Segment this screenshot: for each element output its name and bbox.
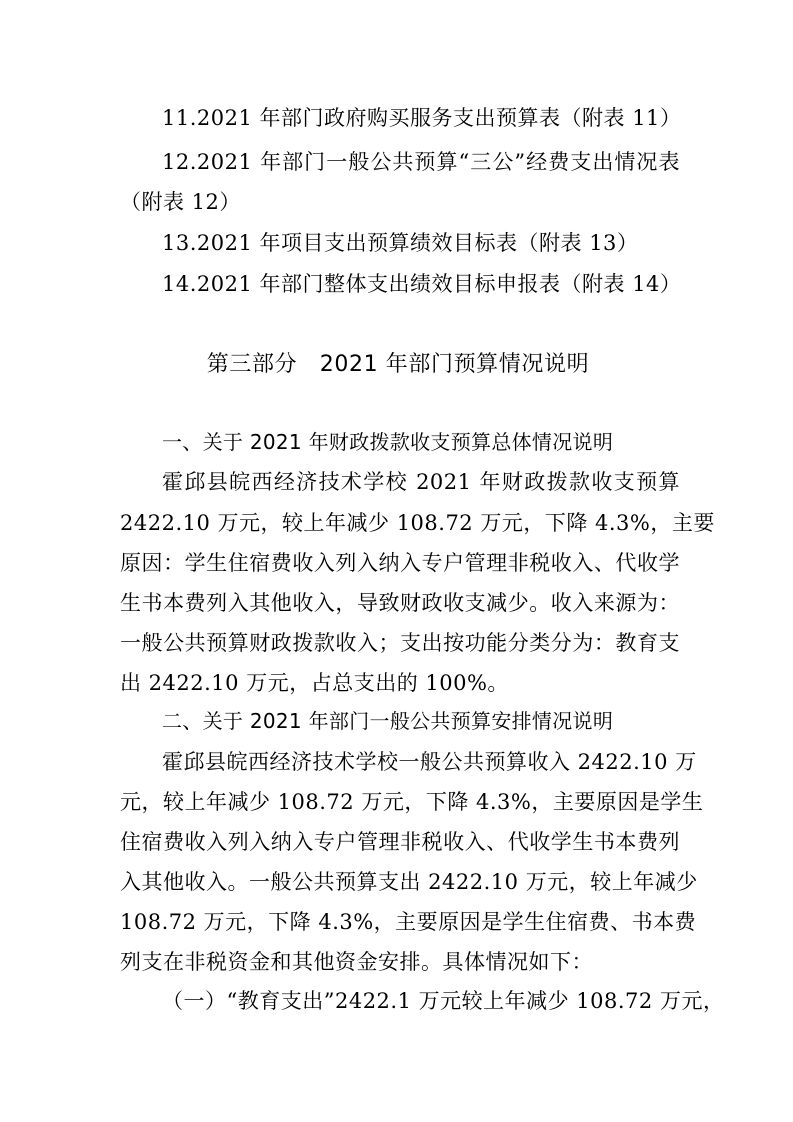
section-2-line: 元，较上年减少 108.72 万元，下降 4.3%，主要原因是学生 (120, 790, 704, 814)
toc-item-12: 12.2021 年部门一般公共预算“三公”经费支出情况表 (162, 150, 680, 174)
toc-item-13: 13.2021 年项目支出预算绩效目标表（附表 13） (162, 231, 639, 255)
toc-item-11: 11.2021 年部门政府购买服务支出预算表（附表 11） (162, 106, 682, 130)
section-1-line: 生书本费列入其他收入，导致财政收支减少。收入来源为： (120, 591, 680, 615)
section-2-line: 入其他收入。一般公共预算支出 2422.10 万元，较上年减少 (120, 870, 698, 894)
toc-item-14: 14.2021 年部门整体支出绩效目标申报表（附表 14） (162, 272, 682, 296)
section-2-line: 住宿费收入列入纳入专户管理非税收入、代收学生书本费列 (120, 830, 680, 854)
section-2-line: 列支在非税资金和其他资金安排。具体情况如下： (120, 950, 593, 974)
section-1-line: 2422.10 万元，较上年减少 108.72 万元，下降 4.3%，主要 (120, 511, 715, 535)
toc-item-12-continued: （附表 12） (120, 190, 241, 214)
section-1-line: 原因：学生住宿费收入列入纳入专户管理非税收入、代收学 (120, 551, 680, 575)
section-2-line: 霍邱县皖西经济技术学校一般公共预算收入 2422.10 万 (162, 750, 697, 774)
section-2-heading: 二、关于 2021 年部门一般公共预算安排情况说明 (162, 709, 614, 733)
section-1-line: 霍邱县皖西经济技术学校 2021 年财政拨款收支预算 (162, 470, 680, 494)
section-1-heading: 一、关于 2021 年财政拨款收支预算总体情况说明 (162, 430, 614, 454)
section-2-line: 108.72 万元，下降 4.3%，主要原因是学生住宿费、书本费 (120, 910, 697, 934)
section-1-line: 出 2422.10 万元，占总支出的 100%。 (120, 671, 509, 695)
section-2-subitem-education: （一）“教育支出”2422.1 万元较上年减少 108.72 万元， (162, 989, 725, 1013)
part-title: 第三部分 2021 年部门预算情况说明 (206, 352, 590, 377)
section-1-line: 一般公共预算财政拨款收入；支出按功能分类分为：教育支 (120, 631, 680, 655)
